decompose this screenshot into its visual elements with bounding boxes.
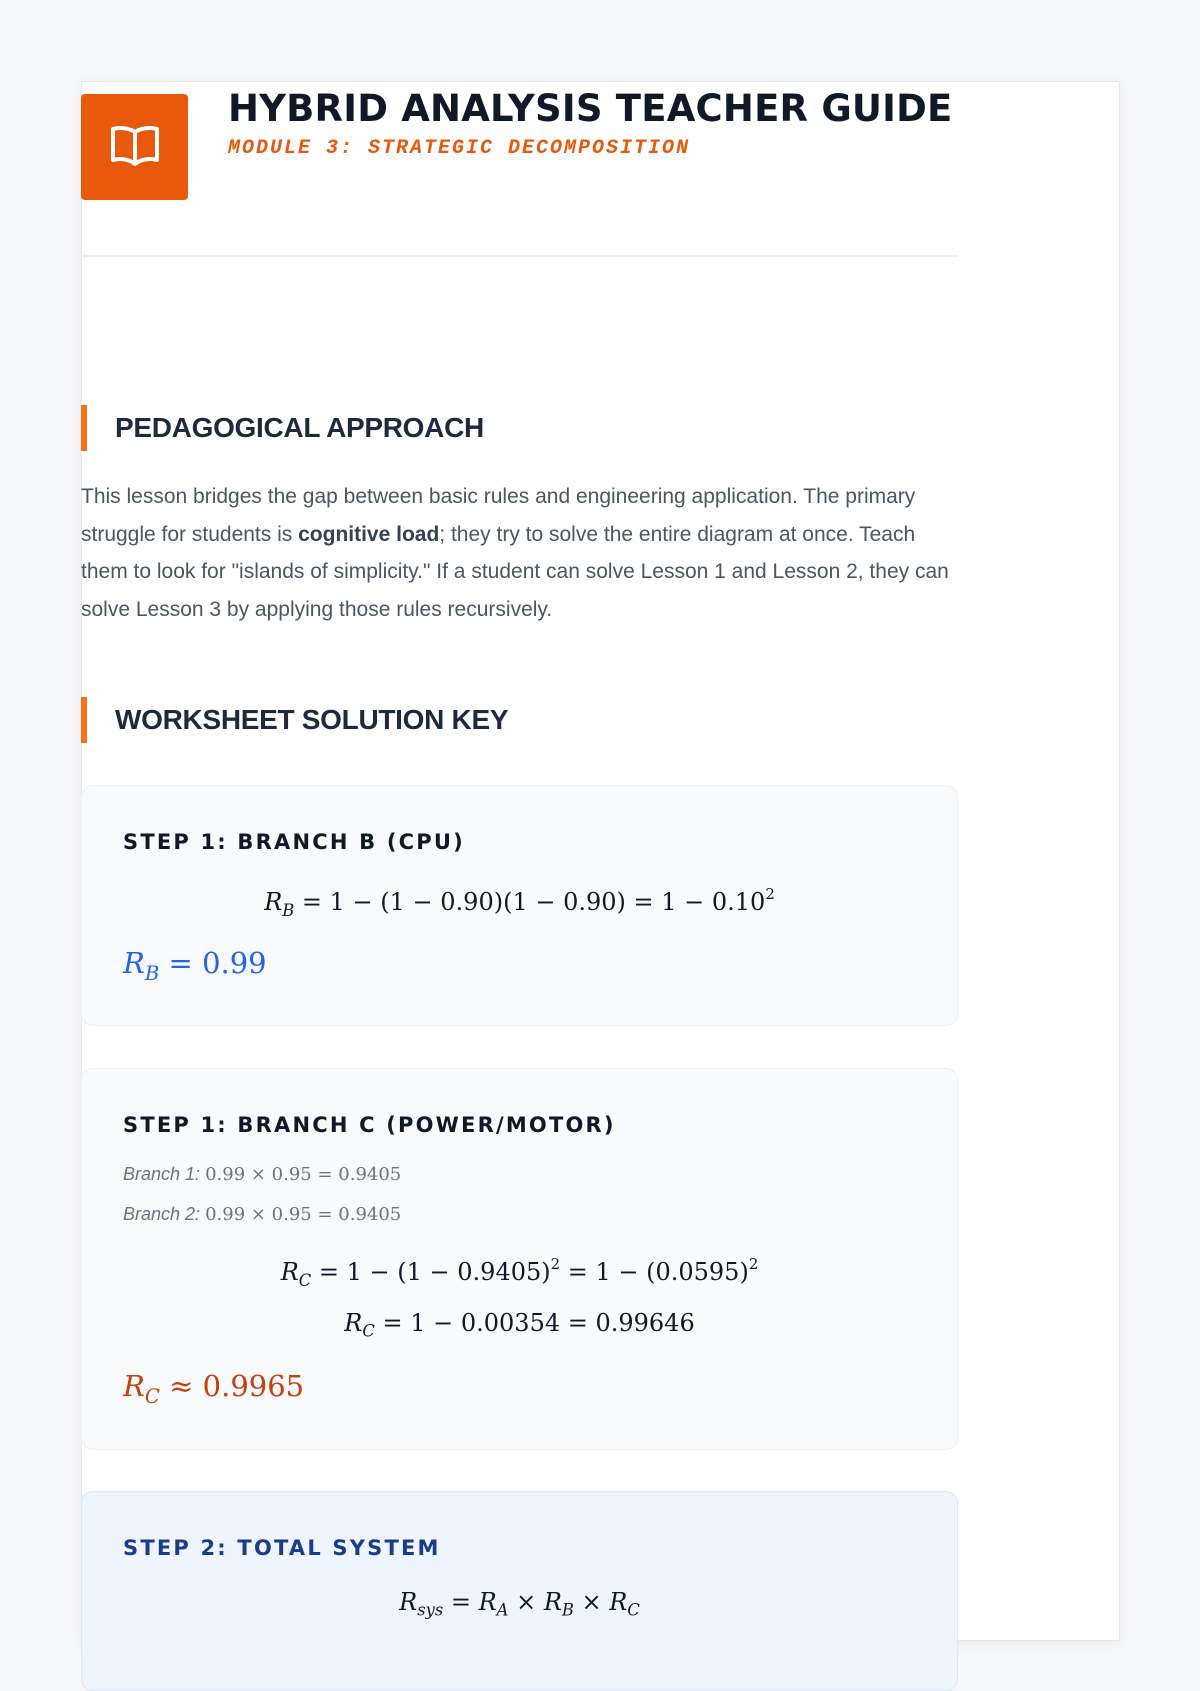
equation-text: = 1 − (1 − 0.9405)	[318, 1258, 551, 1287]
page-title: HYBRID ANALYSIS TEACHER GUIDE	[228, 87, 953, 130]
equation-rc-1: $R_C = 1 - (1 - 0.9405)^2 = 1 - (0.0595)^2$	[280, 1255, 759, 1290]
branch-label: Branch 2:	[123, 1204, 201, 1224]
step-title: STEP 2: TOTAL SYSTEM	[123, 1536, 441, 1560]
branch-expression: 0.99 × 0.95 = 0.9405	[205, 1164, 402, 1185]
exponent: 2	[765, 885, 775, 903]
emphasis-text: cognitive load	[298, 522, 440, 546]
paragraph-text: This lesson bridges the gap between basic rules and engineering application. The primary struggle for students is	[81, 485, 916, 546]
result-rb: $R_B = 0.99$	[123, 946, 267, 985]
exponent: 2	[748, 1255, 759, 1273]
step-card-branch-c	[81, 1068, 958, 1450]
open-book-icon	[109, 124, 161, 170]
step-title: STEP 1: BRANCH B (CPU)	[123, 830, 465, 854]
exponent: 2	[550, 1255, 561, 1273]
section-heading-text: PEDAGOGICAL APPROACH	[115, 412, 484, 443]
equation-total-partial: $R_{sys} = R_A \times R_B \times R_C$	[399, 1588, 640, 1620]
step-title: STEP 1: BRANCH C (POWER/MOTOR)	[123, 1113, 616, 1137]
branch-expression: 0.99 × 0.95 = 0.9405	[205, 1204, 402, 1225]
section-heading-text: WORKSHEET SOLUTION KEY	[115, 704, 509, 735]
equation-text-cont: = 1 − (0.0595)	[560, 1258, 749, 1287]
section-heading-approach	[81, 405, 484, 451]
result-rc: $R_C \approx 0.9965$	[123, 1369, 305, 1408]
approach-paragraph	[81, 478, 958, 628]
equation-text: = 1 − (1 − 0.90)(1 − 0.90) = 1 − 0.10	[301, 888, 766, 917]
step-card-total-system	[81, 1491, 958, 1691]
paragraph-text-cont: ; they try to solve the entire diagram at once. Teach them to look for "islands of simplicity." If a student can solve Lesson 1 and Lesson 2, they can solve Lesson 3 by applying those rules recursively.	[81, 522, 949, 621]
branch-2-line	[123, 1204, 401, 1225]
logo-badge	[81, 94, 188, 200]
branch-1-line	[123, 1164, 401, 1185]
equation-rc-2: $R_C = 1 - 0.00354 = 0.99646$	[344, 1309, 695, 1341]
header-divider	[81, 255, 958, 257]
branch-label: Branch 1:	[123, 1164, 201, 1184]
result-text: = 0.99	[168, 946, 267, 980]
equation-rb: $R_B = 1 - (1 - 0.90)(1 - 0.90) = 1 - 0.10^2$	[264, 885, 775, 920]
guide-header	[81, 87, 958, 200]
result-text: ≈ 0.9965	[169, 1369, 305, 1403]
section-heading-solution	[81, 697, 508, 743]
page-subtitle: MODULE 3: STRATEGIC DECOMPOSITION	[228, 137, 691, 160]
equation-text: = 1 − 0.00354 = 0.99646	[382, 1309, 695, 1337]
step-card-branch-b	[81, 785, 958, 1026]
